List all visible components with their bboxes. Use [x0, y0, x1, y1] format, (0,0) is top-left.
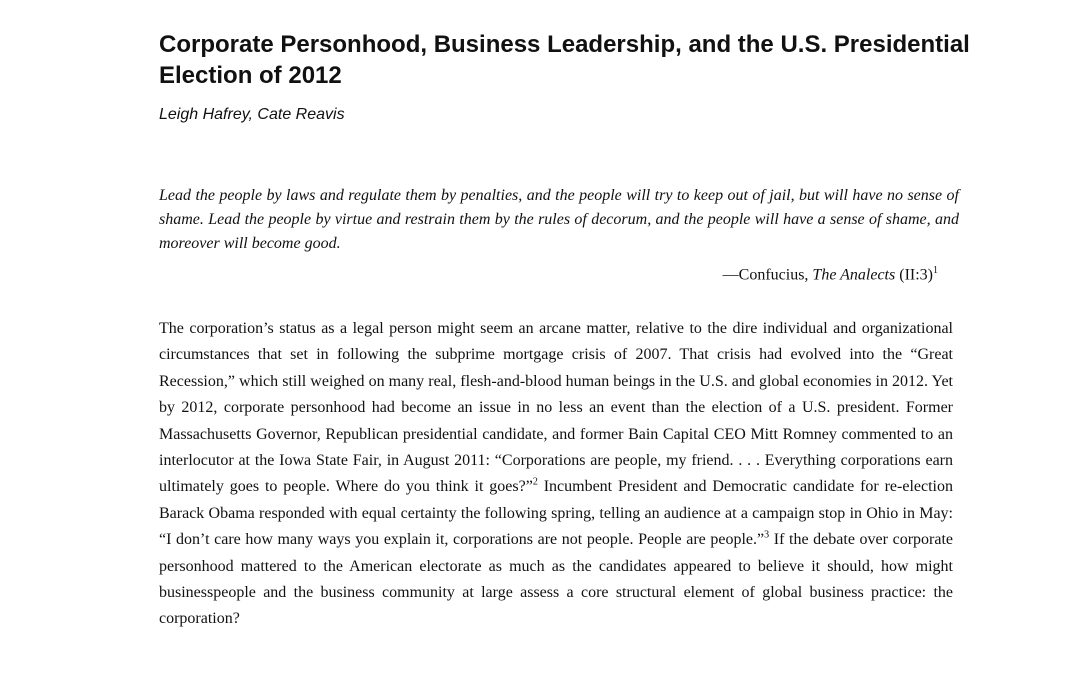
- epigraph-attribution: [560, 260, 938, 286]
- paragraph-part-2: Incumbent President and Democratic candidate for re-election Barack Obama responded with equal certainty the following spring, telling an audience at a campaign stop in Ohio in May: “I don’t care how many ways you explain it, corporations are not people. People are people.”: [159, 478, 953, 549]
- document-authors: Leigh Hafrey, Cate Reavis: [159, 106, 345, 123]
- paragraph-part-3: If the debate over corporate personhood mattered to the American electorate as much as the candidates appeared to believe it should, how might businesspeople and the business community at large assess a core structural element of global business practice: the corporation?: [159, 531, 953, 628]
- body-paragraph: [159, 316, 953, 633]
- attribution-work: The Analects: [812, 266, 896, 284]
- attribution-author: —Confucius,: [722, 266, 813, 284]
- footnote-marker-3: 3: [764, 529, 770, 541]
- paragraph-part-1: The corporation’s status as a legal person might seem an arcane matter, relative to the dire individual and organizational circumstances that set in following the subprime mortgage crisis of 2007. That crisis had evolved into the “Great Recession,” which still weighed on many real, flesh-and-blood human beings in the U.S. and global economies in 2012. Yet by 2012, corporate personhood had become an issue in no less an event than the election of a U.S. president. Former Massachusetts Governor, Republican presidential candidate, and former Bain Capital CEO Mitt Romney commented to an interlocutor at the Iowa State Fair, in August 2011: “Corporations are people, my friend. . . . Everything corporations earn ultimately goes to people. Where do you think it goes?”: [159, 320, 953, 496]
- document-title: Corporate Personhood, Business Leadership, and the U.S. Presidential Election of 2012: [159, 31, 970, 89]
- attribution-citation: (II:3): [895, 266, 933, 284]
- footnote-marker-2: 2: [532, 477, 538, 489]
- epigraph-quote: Lead the people by laws and regulate them by penalties, and the people will try to keep out of jail, but will have no sense of shame. Lead the people by virtue and restrain them by the rules of decorum, and the people will have a sense of shame, and moreover will become good.: [159, 187, 959, 252]
- footnote-marker-1: 1: [933, 265, 938, 276]
